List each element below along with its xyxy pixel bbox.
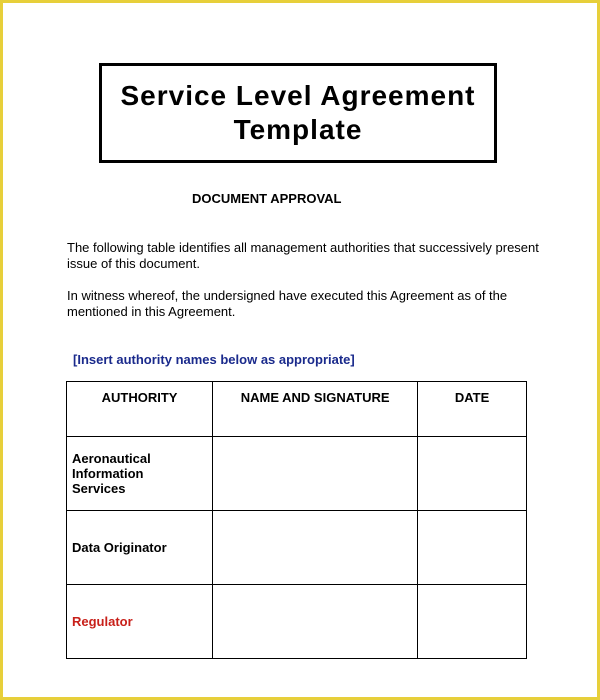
authority-text: Regulator bbox=[72, 614, 133, 629]
name-signature-cell[interactable] bbox=[213, 585, 418, 659]
approval-table bbox=[66, 381, 527, 659]
witness-paragraph: In witness whereof, the undersigned have executed this Agreement as of the mentioned in this Agreement. bbox=[67, 288, 508, 319]
header-name-signature: NAME AND SIGNATURE bbox=[213, 382, 418, 437]
table-header-row bbox=[67, 382, 527, 437]
authority-cell bbox=[67, 585, 213, 659]
title-line-1: Service Level Agreement bbox=[120, 80, 476, 111]
name-signature-cell[interactable] bbox=[213, 437, 418, 511]
table-row bbox=[67, 511, 527, 585]
header-date: DATE bbox=[418, 382, 527, 437]
authority-text: Aeronautical Information Services bbox=[72, 451, 151, 496]
date-cell[interactable] bbox=[418, 585, 527, 659]
date-cell[interactable] bbox=[418, 437, 527, 511]
title-line-2: Template bbox=[233, 114, 363, 145]
header-authority: AUTHORITY bbox=[67, 382, 213, 437]
authority-cell bbox=[67, 437, 213, 511]
date-cell[interactable] bbox=[418, 511, 527, 585]
table-row bbox=[67, 585, 527, 659]
table-row bbox=[67, 437, 527, 511]
intro-paragraph: The following table identifies all management authorities that successively present issue of this document. bbox=[67, 240, 539, 271]
name-signature-cell[interactable] bbox=[213, 511, 418, 585]
authority-cell bbox=[67, 511, 213, 585]
authority-text: Data Originator bbox=[72, 540, 167, 555]
insert-note: [Insert authority names below as appropriate] bbox=[73, 352, 355, 367]
section-heading: DOCUMENT APPROVAL bbox=[192, 191, 342, 206]
title-box bbox=[99, 63, 497, 163]
